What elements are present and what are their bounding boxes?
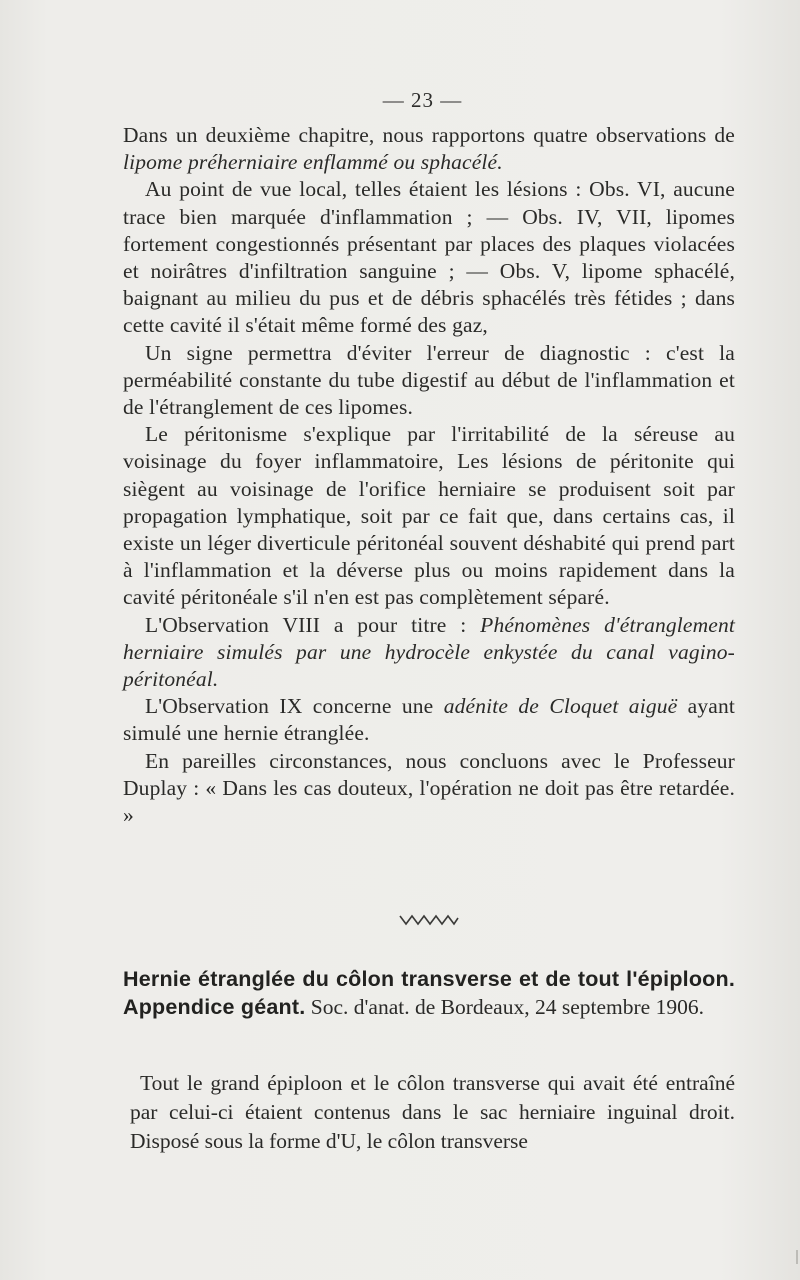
wavy-ornament-icon — [398, 912, 460, 928]
paragraph-7: En pareilles circonstances, nous concluons avec le Professeur Duplay : « Dans les cas douteux, l'opération ne doit pas être retardée. » — [123, 748, 735, 828]
section-body — [130, 1069, 735, 1156]
paragraph-5-italic: Phénomènes d'étranglement herniaire simulés par une hydrocèle enkystée du canal vagino-péritonéal. — [123, 612, 736, 692]
section-title: Hernie étranglée du côlon transverse et de tout l'épiploon. Appendice géant. — [123, 967, 735, 1019]
paragraph-6-text-a: L'Observation IX concerne une — [145, 694, 444, 719]
paragraph-6 — [123, 693, 735, 747]
section-paragraph-1: Tout le grand épiploon et le côlon transverse qui avait été entraîné par celui-ci étaient contenus dans le sac herniaire inguinal droit. Disposé sous la forme d'U, le côlon transverse — [130, 1071, 735, 1153]
paragraph-1 — [123, 122, 735, 176]
paragraph-4: Le péritonisme s'explique par l'irritabilité de la séreuse au voisinage du foyer inflammatoire, Les lésions de péritonite qui siègent au voisinage de l'orifice herniaire se produisent soit par propagation lymphatique, soit par ce fait que, dans certains cas, il existe un léger diverticule péritonéal souvent déshabité qui prend part à l'inflammation et la déverse plus ou moins rapidement dans la cavité péritonéale s'il n'en est pas complètement séparé. — [123, 422, 735, 610]
section-source: Soc. d'anat. de Bordeaux, 24 septembre 1906. — [305, 994, 704, 1019]
section-heading — [123, 966, 735, 1021]
paragraph-5-text: L'Observation VIII a pour titre : — [145, 612, 481, 637]
paragraph-1-text: Dans un deuxième chapitre, nous rapportons quatre observations de — [123, 123, 735, 147]
edge-mark — [796, 1250, 798, 1264]
main-text — [123, 122, 735, 829]
paragraph-1-italic: lipome préherniaire enflammé ou sphacélé. — [123, 150, 503, 175]
page-number: — 23 — — [382, 88, 463, 112]
paragraph-2: Au point de vue local, telles étaient les lésions : Obs. VI, aucune trace bien marquée d'inflammation ; — Obs. IV, VII, lipomes fortement congestionnés présentant par places des plaques violacées et noirâtres d'infiltration sanguine ; — Obs. V, lipome sphacélé, baignant au milieu du pus et de débris sphacélés très fétides ; dans cette cavité il s'était même formé des gaz, — [123, 177, 735, 338]
paragraph-6-italic: adénite de Cloquet aiguë — [443, 694, 678, 719]
paragraph-6-text-b: ayant simulé une hernie étranglée. — [123, 694, 735, 746]
paragraph-3: Un signe permettra d'éviter l'erreur de diagnostic : c'est la perméabilité constante du tube digestif au début de l'inflammation et de l'étranglement de ces lipomes. — [123, 340, 735, 420]
paragraph-5 — [123, 612, 735, 694]
